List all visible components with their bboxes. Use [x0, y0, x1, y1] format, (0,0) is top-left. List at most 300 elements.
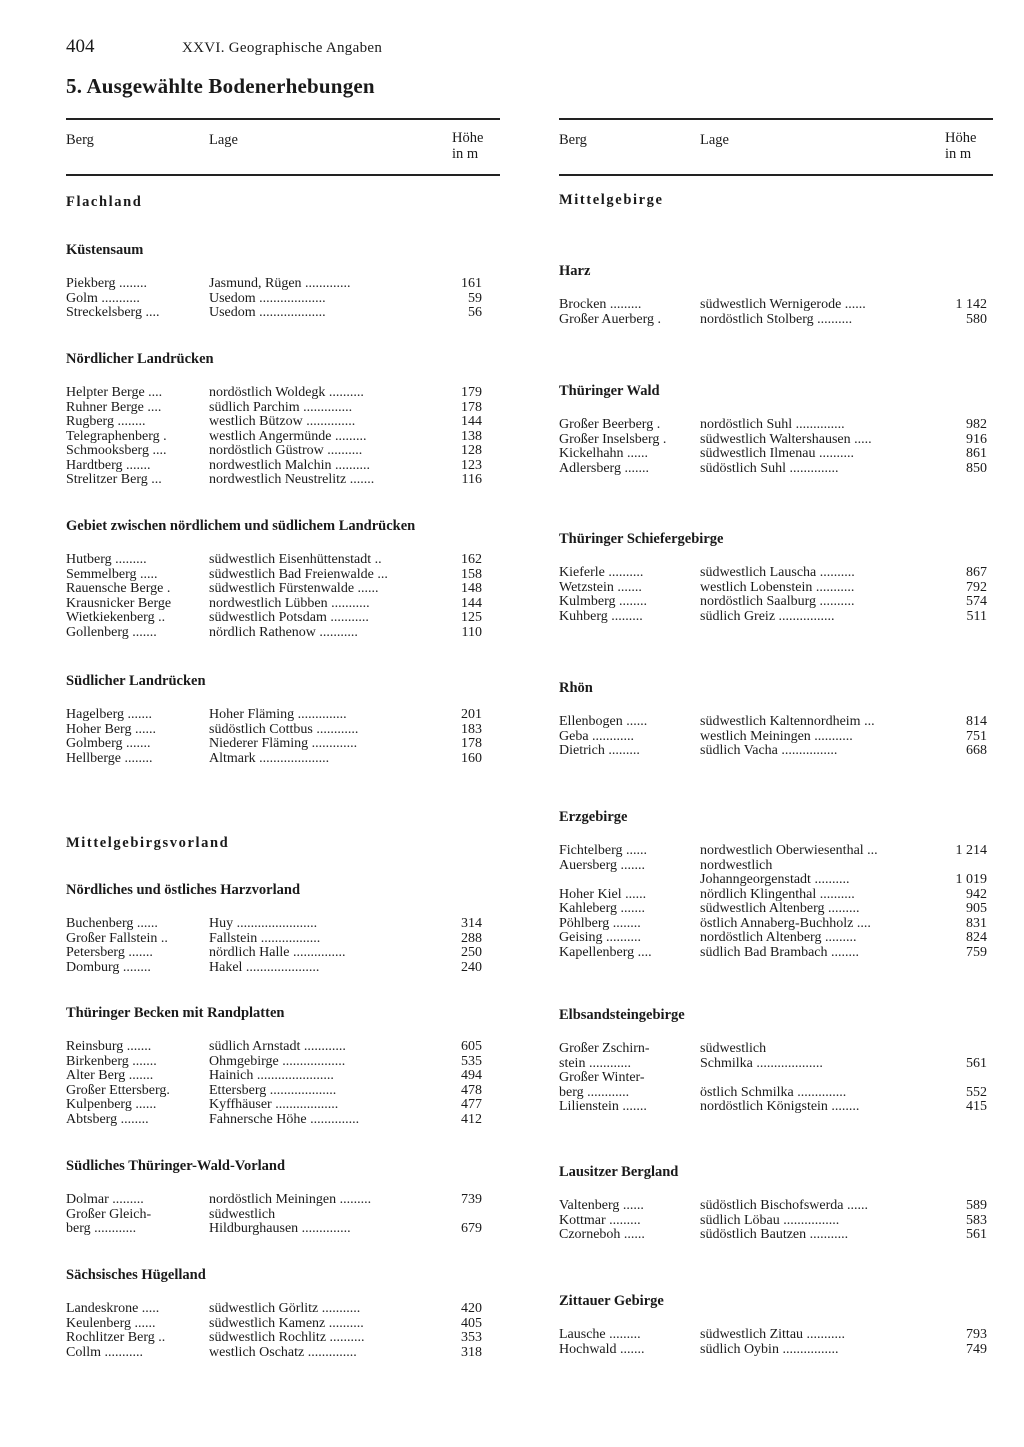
lage-cell: südwestlich Ilmenau .......... [700, 447, 854, 461]
region-heading: Mittelgebirge [559, 192, 664, 208]
lage-cell: südwestlich [700, 1042, 767, 1056]
berg-cell: Alter Berg ....... [66, 1069, 154, 1083]
table-row [559, 566, 993, 581]
lage-cell: Fallstein ................. [209, 931, 321, 946]
berg-cell: Telegraphenberg . [66, 429, 167, 444]
hoehe-cell: 240 [461, 959, 482, 975]
table-row [66, 459, 500, 474]
hoehe-cell: 477 [461, 1097, 482, 1112]
hoehe-cell: 250 [461, 945, 482, 960]
berg-cell: Pöhlberg ........ [559, 916, 641, 931]
hoehe-cell: 420 [461, 1301, 482, 1316]
hoehe-cell: 831 [966, 915, 987, 931]
hoehe-cell: 535 [461, 1053, 482, 1069]
lage-cell: nordöstlich Woldegk .......... [209, 386, 364, 400]
hoehe-cell: 144 [461, 414, 482, 429]
lage-cell: nördlich Halle ............... [209, 946, 346, 960]
berg-cell: Birkenberg ....... [66, 1054, 157, 1069]
berg-cell: Rugberg ........ [66, 415, 146, 429]
hoehe-cell: 1 142 [955, 297, 987, 312]
table-row [559, 298, 993, 313]
lage-cell: östlich Schmilka .............. [700, 1085, 847, 1100]
berg-cell: Großer Inselsberg . [559, 432, 667, 447]
hoehe-cell: 128 [461, 443, 482, 458]
header-hoehe-line1: Höhe [452, 130, 484, 146]
header-hoehe [452, 130, 494, 162]
right-column [559, 118, 993, 1357]
lage-cell: nördlich Klingenthal .......... [700, 887, 855, 902]
lage-cell: Niederer Fläming ............. [209, 737, 358, 751]
hoehe-cell: 861 [966, 446, 987, 461]
table-row [66, 1069, 500, 1084]
hoehe-cell: 792 [966, 579, 987, 595]
lage-cell: Altmark .................... [209, 751, 330, 766]
table-row [66, 752, 500, 767]
lage-cell: südwestlich Rochlitz .......... [209, 1331, 365, 1345]
table-row [66, 1040, 500, 1055]
running-title: XXVI. Geographische Angaben [182, 40, 383, 56]
lage-cell: nordöstlich Meiningen ......... [209, 1193, 372, 1207]
lage-cell: nördlich Rathenow ........... [209, 625, 358, 640]
table-row [559, 844, 993, 859]
hoehe-cell: 751 [966, 728, 987, 744]
group [66, 1158, 500, 1237]
hoehe-cell: 148 [461, 581, 482, 596]
hoehe-cell: 318 [461, 1344, 482, 1360]
berg-cell: Großer Beerberg . [559, 418, 661, 432]
table-row [66, 1302, 500, 1317]
subsection-title: Südliches Thüringer-Wald-Vorland [66, 1158, 286, 1174]
hoehe-cell: 982 [966, 417, 987, 432]
berg-cell: Brocken ......... [559, 298, 642, 312]
table-row [559, 1328, 993, 1343]
lage-cell: südwestlich Waltershausen ..... [700, 432, 872, 447]
berg-cell: Kahleberg ....... [559, 902, 646, 916]
hoehe-cell: 56 [468, 305, 482, 320]
group [559, 531, 993, 624]
table-row [559, 610, 993, 625]
berg-cell: Gollenberg ....... [66, 625, 157, 640]
table-row [66, 386, 500, 401]
berg-cell: berg ............ [66, 1222, 137, 1236]
lage-cell: südlich Löbau ................ [700, 1213, 840, 1228]
lage-cell: nordwestlich [700, 858, 773, 873]
table-row [66, 401, 500, 416]
hoehe-cell: 179 [461, 385, 482, 400]
lage-cell: Ohmgebirge .................. [209, 1054, 346, 1069]
lage-cell: südwestlich Altenberg ......... [700, 902, 860, 916]
header-hoehe-line2: in m [945, 146, 972, 162]
berg-cell: Rochlitzer Berg .. [66, 1331, 166, 1345]
berg-cell: Großer Winter- [559, 1071, 645, 1085]
berg-cell: Wietkiekenberg .. [66, 611, 166, 625]
region-heading: Mittelgebirgsvorland [66, 835, 230, 851]
hoehe-cell: 123 [461, 457, 482, 473]
hoehe-cell: 905 [966, 901, 987, 916]
lage-cell: Johanngeorgenstadt .......... [700, 873, 850, 887]
table-row [66, 292, 500, 307]
lage-cell: südlich Greiz ................ [700, 609, 835, 624]
lage-cell: Hainich ...................... [209, 1069, 334, 1083]
group [66, 1267, 500, 1360]
hoehe-cell: 605 [461, 1039, 482, 1054]
hoehe-cell: 1 019 [955, 872, 987, 887]
table-row [559, 1071, 993, 1086]
hoehe-cell: 415 [966, 1099, 987, 1114]
table-row [66, 277, 500, 292]
berg-cell: Wetzstein ....... [559, 580, 642, 595]
mountain-table [66, 277, 500, 321]
lage-cell: östlich Annaberg-Buchholz .... [700, 916, 871, 931]
group [559, 1293, 993, 1357]
hoehe-cell: 759 [966, 944, 987, 960]
berg-cell: Domburg ........ [66, 960, 151, 975]
table-row [559, 931, 993, 946]
mountain-table [559, 1042, 993, 1115]
berg-cell: Großer Fallstein .. [66, 931, 168, 946]
hoehe-cell: 494 [461, 1068, 482, 1083]
group [559, 680, 993, 759]
lage-cell: Kyffhäuser .................. [209, 1098, 339, 1112]
berg-cell: Adlersberg ....... [559, 461, 649, 476]
berg-cell: Dietrich ......... [559, 744, 640, 758]
table-row [66, 946, 500, 961]
lage-cell: Hildburghausen .............. [209, 1222, 351, 1236]
table-row [559, 859, 993, 874]
table-row [559, 715, 993, 730]
subsection-title: Südlicher Landrücken [66, 673, 206, 689]
table-row [559, 1214, 993, 1229]
mountain-table [559, 715, 993, 759]
lage-cell: nordwestlich Neustrelitz ....... [209, 473, 375, 487]
berg-cell: Großer Ettersberg. [66, 1083, 170, 1098]
table-row [66, 932, 500, 947]
hoehe-cell: 580 [966, 311, 987, 327]
table-row [66, 597, 500, 612]
column-header [559, 118, 993, 176]
lage-cell: südwestlich Eisenhüttenstadt .. [209, 553, 382, 567]
berg-cell: Strelitzer Berg ... [66, 473, 162, 487]
lage-cell: südwestlich [209, 1207, 276, 1222]
hoehe-cell: 405 [461, 1315, 482, 1331]
berg-cell: Golm ........... [66, 291, 140, 306]
berg-cell: Fichtelberg ...... [559, 844, 648, 858]
lage-cell: südwestlich Potsdam ........... [209, 611, 369, 625]
group [559, 263, 993, 327]
hoehe-cell: 561 [966, 1055, 987, 1071]
header-hoehe [945, 130, 987, 162]
table-row [559, 730, 993, 745]
table-row [559, 873, 993, 888]
table-row [66, 415, 500, 430]
lage-cell: Ettersberg ................... [209, 1083, 337, 1098]
table-row [66, 568, 500, 583]
hoehe-cell: 1 214 [955, 843, 987, 858]
lage-cell: nordwestlich Oberwiesenthal ... [700, 844, 878, 858]
header-berg: Berg [559, 132, 587, 148]
lage-cell: nordöstlich Suhl .............. [700, 418, 845, 432]
subsection-title: Nördlicher Landrücken [66, 351, 214, 367]
subsection-title: Küstensaum [66, 242, 144, 258]
table-row [559, 595, 993, 610]
hoehe-cell: 679 [461, 1221, 482, 1236]
table-row [559, 1057, 993, 1072]
table-row [559, 313, 993, 328]
hoehe-cell: 125 [461, 610, 482, 625]
hoehe-cell: 583 [966, 1212, 987, 1228]
header-hoehe-line2: in m [452, 146, 479, 162]
group [66, 242, 500, 321]
group [66, 1005, 500, 1127]
hoehe-cell: 412 [461, 1111, 482, 1127]
berg-cell: Schmooksberg .... [66, 444, 167, 458]
mountain-table [66, 553, 500, 640]
header-berg: Berg [66, 132, 94, 148]
berg-cell: Semmelberg ..... [66, 567, 158, 582]
left-column [66, 118, 500, 1360]
berg-cell: Golmberg ....... [66, 737, 151, 751]
lage-cell: südwestlich Zittau ........... [700, 1328, 846, 1342]
hoehe-cell: 161 [461, 276, 482, 291]
berg-cell: Kieferle .......... [559, 566, 644, 580]
page-number: 404 [66, 36, 95, 57]
table-row [66, 723, 500, 738]
table-row [66, 917, 500, 932]
table-row [559, 418, 993, 433]
lage-cell: südwestlich Kaltennordheim ... [700, 715, 875, 729]
hoehe-cell: 552 [966, 1084, 987, 1100]
group [559, 1007, 993, 1115]
hoehe-cell: 824 [966, 930, 987, 945]
table-row [559, 902, 993, 917]
table-row [559, 946, 993, 961]
subsection-title: Thüringer Wald [559, 383, 660, 399]
lage-cell: südöstlich Bischofswerda ...... [700, 1199, 868, 1213]
header-lage: Lage [700, 132, 729, 148]
hoehe-cell: 668 [966, 743, 987, 758]
berg-cell: Großer Gleich- [66, 1207, 152, 1222]
mountain-table [559, 418, 993, 476]
table-row [66, 1113, 500, 1128]
lage-cell: nordwestlich Lübben ........... [209, 596, 370, 611]
mountain-table [66, 1302, 500, 1360]
lage-cell: südwestlich Görlitz ........... [209, 1302, 361, 1316]
subsection-title: Gebiet zwischen nördlichem und südlichem Landrücken [66, 518, 416, 534]
lage-cell: nordöstlich Altenberg ......... [700, 931, 857, 945]
berg-cell: Valtenberg ...... [559, 1199, 644, 1213]
berg-cell: Piekberg ........ [66, 277, 148, 291]
hoehe-cell: 561 [966, 1227, 987, 1242]
table-row [559, 447, 993, 462]
mountain-table [66, 917, 500, 975]
lage-cell: Fahnersche Höhe .............. [209, 1112, 360, 1127]
berg-cell: Lilienstein ....... [559, 1100, 647, 1114]
subsection-title: Erzgebirge [559, 809, 628, 825]
lage-cell: südöstlich Suhl .............. [700, 461, 839, 476]
hoehe-cell: 589 [966, 1198, 987, 1213]
hoehe-cell: 116 [461, 472, 482, 487]
hoehe-cell: 942 [966, 886, 987, 902]
group [559, 1164, 993, 1243]
berg-cell: Keulenberg ...... [66, 1316, 156, 1331]
table-row [66, 1098, 500, 1113]
lage-cell: südwestlich Wernigerode ...... [700, 298, 866, 312]
hoehe-cell: 353 [461, 1330, 482, 1345]
hoehe-cell: 160 [461, 750, 482, 766]
berg-cell: Rauensche Berge . [66, 582, 171, 596]
lage-cell: nordöstlich Königstein ........ [700, 1100, 860, 1114]
lage-cell: westlich Bützow .............. [209, 415, 356, 429]
hoehe-cell: 288 [461, 930, 482, 946]
table-row [66, 1055, 500, 1070]
lage-cell: südwestlich Lauscha .......... [700, 566, 855, 580]
table-row [66, 582, 500, 597]
table-row [559, 581, 993, 596]
berg-cell: Landeskrone ..... [66, 1302, 160, 1316]
lage-cell: südwestlich Fürstenwalde ...... [209, 582, 379, 596]
group [559, 383, 993, 476]
section-title: 5. Ausgewählte Bodenerhebungen [66, 74, 375, 98]
header-hoehe-line1: Höhe [945, 130, 977, 146]
mountain-table [559, 566, 993, 624]
table-row [559, 888, 993, 903]
berg-cell: Kottmar ......... [559, 1213, 641, 1228]
berg-cell: Auersberg ....... [559, 858, 646, 873]
mountain-table [66, 386, 500, 488]
berg-cell: Geba ............ [559, 729, 635, 744]
lage-cell: westlich Meiningen ........... [700, 729, 853, 744]
berg-cell: Reinsburg ....... [66, 1040, 152, 1054]
header-lage: Lage [209, 132, 238, 148]
column-header [66, 118, 500, 176]
hoehe-cell: 478 [461, 1082, 482, 1098]
table-row [559, 462, 993, 477]
berg-cell: Hochwald ....... [559, 1342, 645, 1357]
berg-cell: stein ............ [559, 1056, 631, 1071]
lage-cell: Jasmund, Rügen ............. [209, 277, 351, 291]
berg-cell: Hoher Kiel ...... [559, 887, 647, 902]
table-row [559, 1199, 993, 1214]
hoehe-cell: 814 [966, 714, 987, 729]
berg-cell: Petersberg ....... [66, 946, 153, 960]
table-row [66, 1193, 500, 1208]
hoehe-cell: 314 [461, 916, 482, 931]
hoehe-cell: 138 [461, 428, 482, 444]
berg-cell: Collm ........... [66, 1345, 144, 1360]
berg-cell: Großer Auerberg . [559, 312, 661, 327]
table-row [66, 1208, 500, 1223]
hoehe-cell: 183 [461, 721, 482, 737]
berg-cell: Krausnicker Berge [66, 596, 172, 611]
table-row [559, 1228, 993, 1243]
berg-cell: Hardtberg ....... [66, 458, 151, 473]
berg-cell: Ellenbogen ...... [559, 715, 648, 729]
hoehe-cell: 574 [966, 594, 987, 609]
hoehe-cell: 916 [966, 431, 987, 447]
subsection-title: Harz [559, 263, 591, 279]
lage-cell: südöstlich Bautzen ........... [700, 1228, 849, 1242]
table-row [66, 611, 500, 626]
lage-cell: westlich Lobenstein ........... [700, 580, 855, 595]
berg-cell: berg ............ [559, 1085, 630, 1100]
table-row [66, 444, 500, 459]
table-row [66, 737, 500, 752]
subsection-title: Thüringer Schiefergebirge [559, 531, 724, 547]
lage-cell: Usedom ................... [209, 306, 326, 320]
lage-cell: nordöstlich Stolberg .......... [700, 312, 853, 327]
table-row [66, 473, 500, 488]
berg-cell: Kuhberg ......... [559, 609, 643, 624]
hoehe-cell: 144 [461, 595, 482, 611]
subsection-title: Zittauer Gebirge [559, 1293, 664, 1309]
lage-cell: westlich Angermünde ......... [209, 429, 367, 444]
subsection-title: Nördliches und östliches Harzvorland [66, 882, 301, 898]
hoehe-cell: 178 [461, 399, 482, 415]
berg-cell: Ruhner Berge .... [66, 400, 162, 415]
subsection-title: Sächsisches Hügelland [66, 1267, 206, 1283]
lage-cell: Hoher Fläming .............. [209, 708, 347, 722]
mountain-table [559, 844, 993, 960]
subsection-title: Elbsandsteingebirge [559, 1007, 685, 1023]
group [66, 882, 500, 975]
berg-cell: Geising .......... [559, 931, 642, 945]
lage-cell: Huy ....................... [209, 917, 318, 931]
hoehe-cell: 110 [461, 624, 482, 640]
table-row [66, 708, 500, 723]
hoehe-cell: 178 [461, 736, 482, 751]
group [66, 351, 500, 488]
hoehe-cell: 850 [966, 460, 987, 476]
berg-cell: Kickelhahn ...... [559, 447, 649, 461]
lage-cell: südlich Arnstadt ............ [209, 1040, 346, 1054]
lage-cell: südöstlich Cottbus ............ [209, 722, 359, 737]
lage-cell: Schmilka ................... [700, 1056, 823, 1071]
berg-cell: Hagelberg ....... [66, 708, 153, 722]
lage-cell: nordöstlich Saalburg .......... [700, 595, 855, 609]
berg-cell: Kapellenberg .... [559, 945, 652, 960]
table-row [66, 626, 500, 641]
table-row [66, 1317, 500, 1332]
subsection-title: Rhön [559, 680, 593, 696]
group [559, 809, 993, 960]
lage-cell: südwestlich Bad Freienwalde ... [209, 567, 388, 582]
berg-cell: Czorneboh ...... [559, 1228, 645, 1242]
table-row [66, 430, 500, 445]
lage-cell: südlich Bad Brambach ........ [700, 945, 860, 960]
berg-cell: Helpter Berge .... [66, 386, 163, 400]
berg-cell: Kulmberg ........ [559, 595, 648, 609]
hoehe-cell: 158 [461, 566, 482, 582]
subsection-title: Lausitzer Bergland [559, 1164, 679, 1180]
table-row [66, 1346, 500, 1361]
hoehe-cell: 511 [966, 608, 987, 624]
table-row [559, 1343, 993, 1358]
berg-cell: Hellberge ........ [66, 751, 153, 766]
table-row [559, 433, 993, 448]
berg-cell: Hoher Berg ...... [66, 722, 156, 737]
group [66, 518, 500, 640]
hoehe-cell: 201 [461, 707, 482, 722]
table-row [66, 1331, 500, 1346]
hoehe-cell: 162 [461, 552, 482, 567]
mountain-table [559, 298, 993, 327]
table-row [66, 1222, 500, 1237]
group [66, 673, 500, 766]
table-row [66, 306, 500, 321]
berg-cell: Lausche ......... [559, 1328, 641, 1342]
hoehe-cell: 749 [966, 1341, 987, 1357]
berg-cell: Hutberg ......... [66, 553, 147, 567]
